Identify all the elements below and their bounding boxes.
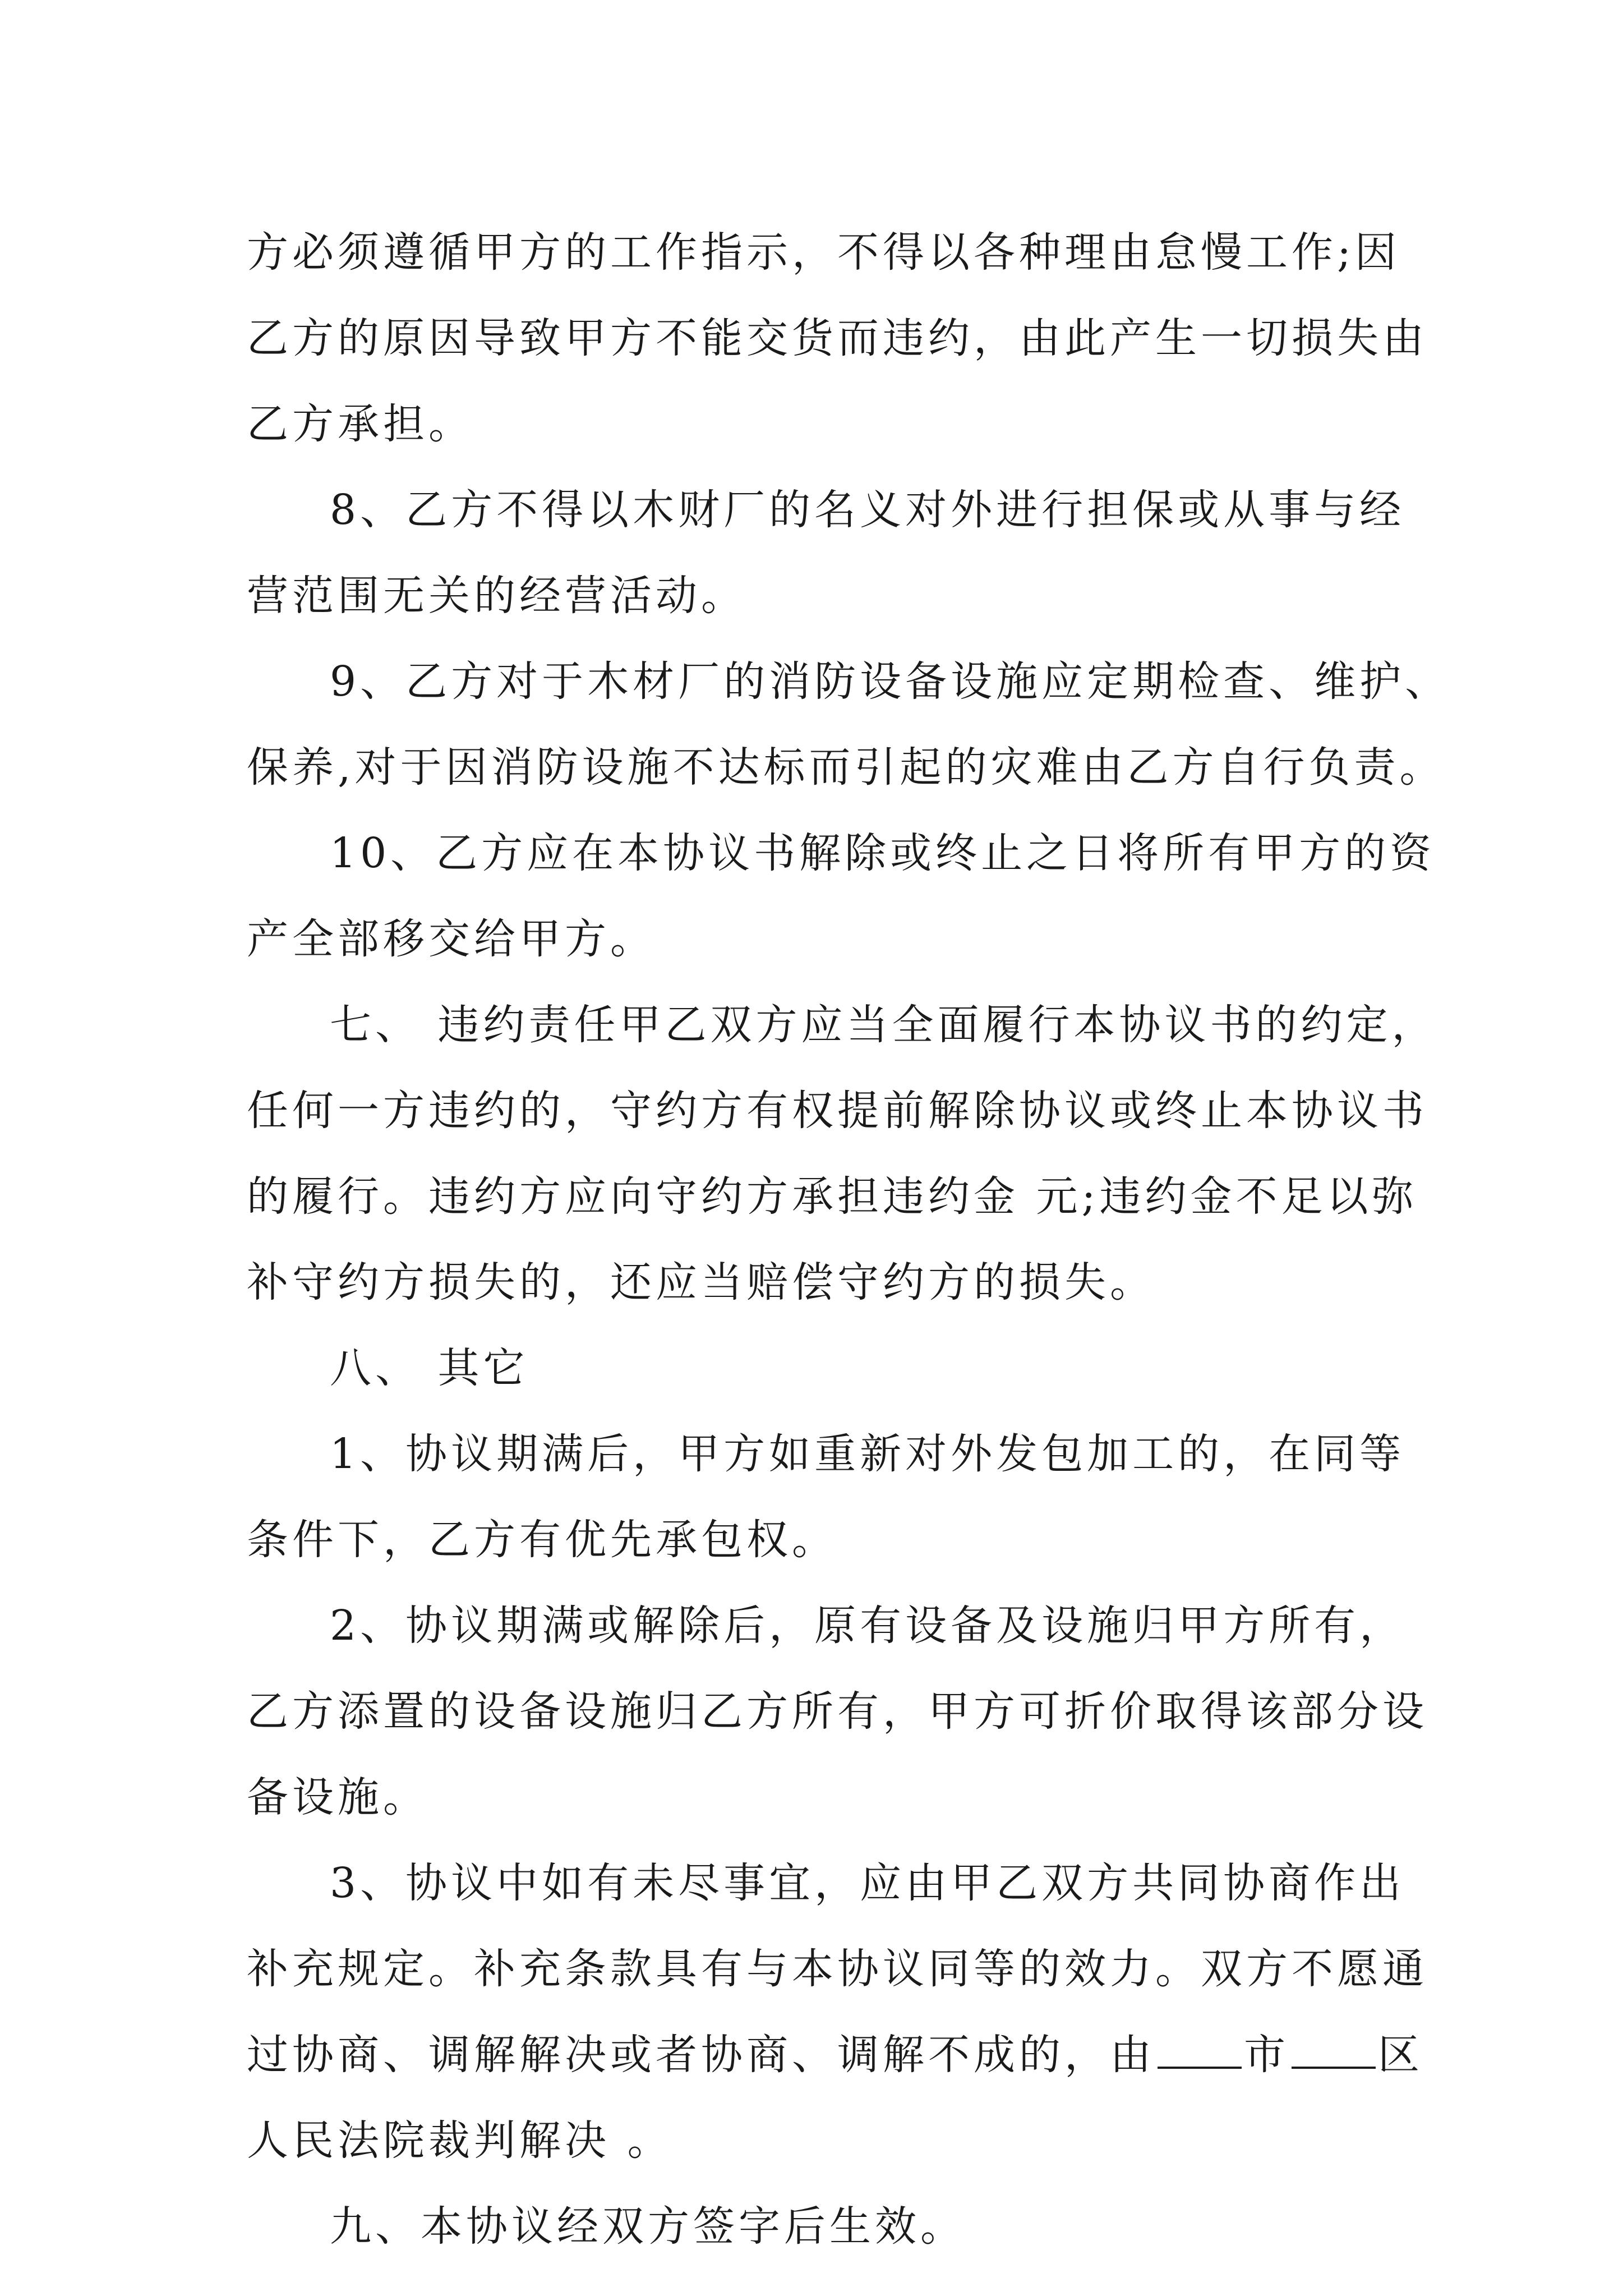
text-line: 人民法院裁判解决 。	[247, 2116, 673, 2165]
other-clause-2-line: 2、协议期满或解除后，原有设备及设施归甲方所有，	[330, 1602, 1405, 1650]
section-8-heading: 八、 其它	[330, 1344, 529, 1392]
district-blank	[1292, 2031, 1376, 2069]
text-line: 乙方的原因导致甲方不能交货而违约，由此产生一切损失由	[247, 314, 1428, 362]
city-blank	[1158, 2031, 1242, 2069]
text-line: 营范围无关的经营活动。	[247, 572, 746, 620]
text-line: 条件下，乙方有优先承包权。	[247, 1516, 837, 1564]
section-7-heading-line: 七、 违约责任甲乙双方应当全面履行本协议书的约定，	[330, 1001, 1437, 1049]
document-body	[247, 210, 1451, 2270]
text-line: 乙方承担。	[247, 400, 474, 448]
text-line: 产全部移交给甲方。	[247, 915, 656, 963]
text-line: 备设施。	[247, 1773, 428, 1821]
other-clause-3-line: 3、协议中如有未尽事宜，应由甲乙双方共同协商作出	[330, 1859, 1405, 1907]
text-line: 补充规定。补充条款具有与本协议同等的效力。双方不愿通	[247, 1945, 1428, 1993]
clause-8-line: 8、乙方不得以木财厂的名义对外进行担保或从事与经	[330, 486, 1405, 534]
jurisdiction-text: 过协商、调解解决或者协商、调解不成的，由	[247, 2031, 1155, 2079]
text-line: 保养,对于因消防设施不达标而引起的灾难由乙方自行负责。	[247, 743, 1445, 792]
section-9-line: 九、本协议经双方签字后生效。	[330, 2202, 966, 2251]
text-line: 任何一方违约的，守约方有权提前解除协议或终止本协议书	[247, 1087, 1428, 1135]
district-label: 区	[1378, 2031, 1423, 2079]
other-clause-1-line: 1、协议期满后，甲方如重新对外发包加工的，在同等	[330, 1430, 1405, 1478]
jurisdiction-line	[247, 2012, 1423, 2098]
text-line: 补守约方损失的，还应当赔偿守约方的损失。	[247, 1258, 1155, 1306]
text-line: 的履行。违约方应向守约方承担违约金 元;违约金不足以弥	[247, 1172, 1418, 1221]
text-line: 乙方添置的设备设施归乙方所有，甲方可折价取得该部分设	[247, 1687, 1428, 1736]
clause-10-line: 10、乙方应在本协议书解除或终止之日将所有甲方的资	[330, 829, 1436, 877]
city-label: 市	[1244, 2031, 1289, 2079]
clause-9-line: 9、乙方对于木材厂的消防设备设施应定期检查、维护、	[330, 657, 1451, 706]
text-line: 方必须遵循甲方的工作指示，不得以各种理由怠慢工作;因	[247, 228, 1400, 277]
